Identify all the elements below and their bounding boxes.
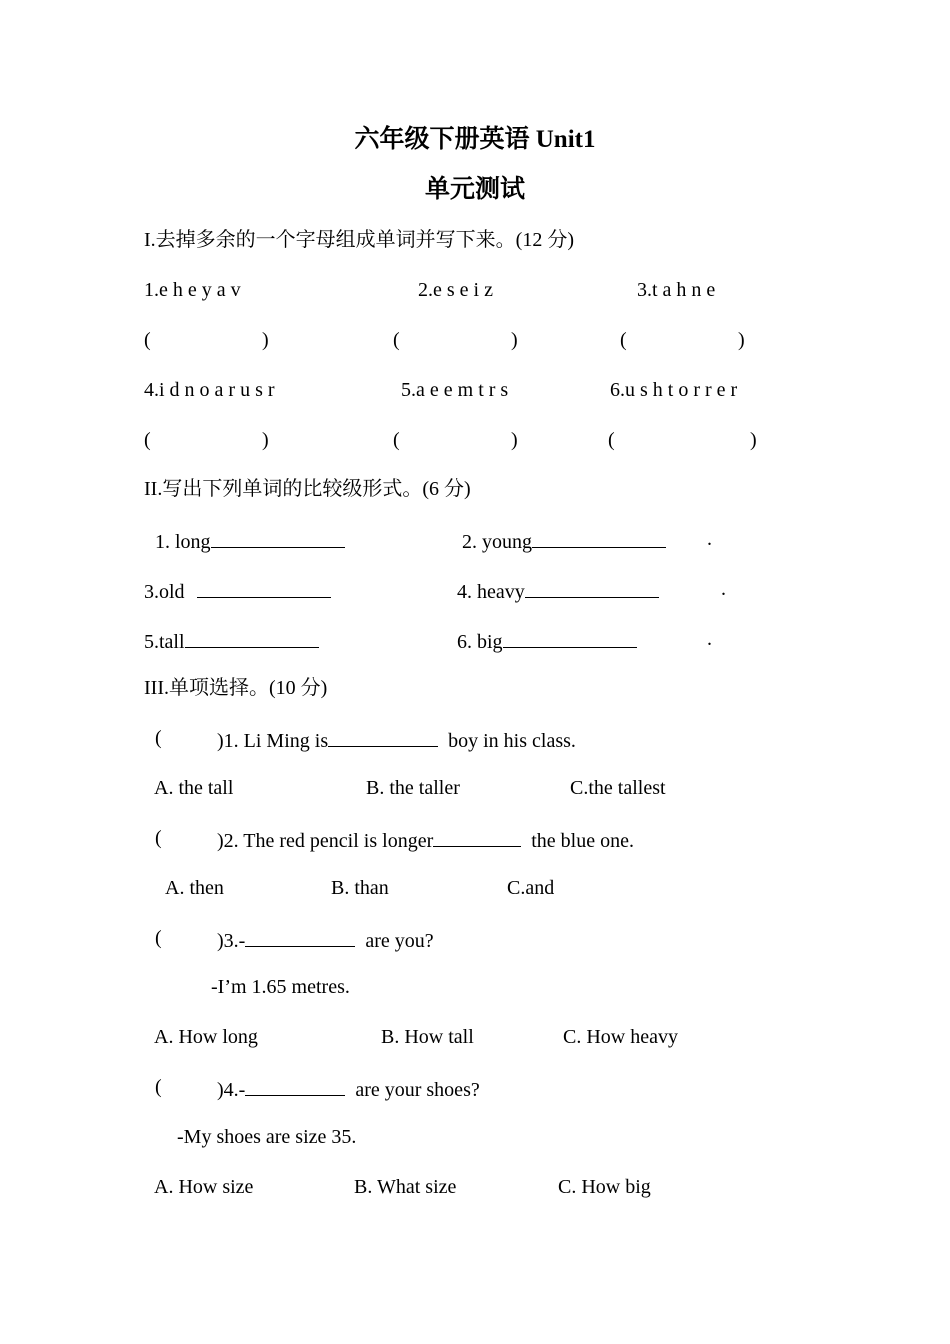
question-3-option-a[interactable]: A. How long [154,1026,258,1048]
answer-open-paren: ( [393,429,400,451]
section1-item-5: 5.a e e m t r s [401,379,509,401]
answer-blank[interactable] [211,527,345,548]
trailing-period: . [721,578,726,600]
question-4-option-b[interactable]: B. What size [354,1176,457,1198]
question-4-open-paren: ( [155,1076,162,1098]
section2-item-6: 6. big [457,627,637,654]
answer-close-paren: ) [750,429,757,451]
answer-close-paren: ) [262,429,269,451]
answer-blank[interactable] [245,1075,345,1096]
section2-item-3: 3.old [144,577,331,604]
question-4-answer: -My shoes are size 35. [177,1126,357,1148]
section3-heading: III.单项选择。(10 分) [144,677,328,699]
question-2-option-c[interactable]: C.and [507,877,555,899]
question-3-open-paren: ( [155,927,162,949]
section1-item-4: 4.i d n o a r u s r [144,379,275,401]
question-3-option-b[interactable]: B. How tall [381,1026,474,1048]
answer-open-paren: ( [144,329,151,351]
answer-blank[interactable] [185,627,319,648]
section1-item-3: 3.t a h n e [637,279,716,301]
question-3: )3.- are you? [217,926,434,953]
answer-close-paren: ) [262,329,269,351]
answer-open-paren: ( [144,429,151,451]
answer-blank[interactable] [433,826,521,847]
question-2-option-a[interactable]: A. then [165,877,224,899]
answer-close-paren: ) [511,329,518,351]
page-title: 六年级下册英语 Unit1 [354,126,596,153]
section2-item-1: 1. long [155,527,345,554]
answer-blank[interactable] [503,627,637,648]
section2-item-2: 2. young [462,527,666,554]
page-subtitle: 单元测试 [424,176,525,203]
section1-item-2: 2.e s e i z [418,279,493,301]
question-1-option-a[interactable]: A. the tall [154,777,234,799]
section1-item-1: 1.e h e y a v [144,279,241,301]
section2-item-5: 5.tall [144,627,319,654]
question-3-option-c[interactable]: C. How heavy [563,1026,678,1048]
question-2-option-b[interactable]: B. than [331,877,389,899]
answer-close-paren: ) [511,429,518,451]
answer-blank[interactable] [245,926,355,947]
question-2-open-paren: ( [155,827,162,849]
question-4-option-c[interactable]: C. How big [558,1176,651,1198]
question-1-option-c[interactable]: C.the tallest [570,777,666,799]
answer-close-paren: ) [738,329,745,351]
section2-item-4: 4. heavy [457,577,659,604]
answer-blank[interactable] [525,577,659,598]
answer-open-paren: ( [620,329,627,351]
answer-blank[interactable] [197,577,331,598]
trailing-period: . [707,628,712,650]
section1-heading: I.去掉多余的一个字母组成单词并写下来。(12 分) [144,229,574,251]
trailing-period: . [707,528,712,550]
question-4-option-a[interactable]: A. How size [154,1176,254,1198]
question-1-option-b[interactable]: B. the taller [366,777,460,799]
question-1: )1. Li Ming is boy in his class. [217,726,576,753]
answer-blank[interactable] [532,527,666,548]
question-4: )4.- are your shoes? [217,1075,480,1102]
question-1-open-paren: ( [155,727,162,749]
answer-open-paren: ( [608,429,615,451]
question-2: )2. The red pencil is longer the blue one. [217,826,634,853]
question-3-answer: -I’m 1.65 metres. [211,976,350,998]
section2-heading: II.写出下列单词的比较级形式。(6 分) [144,478,471,500]
section1-item-6: 6.u s h t o r r e r [610,379,738,401]
answer-open-paren: ( [393,329,400,351]
answer-blank[interactable] [328,726,438,747]
